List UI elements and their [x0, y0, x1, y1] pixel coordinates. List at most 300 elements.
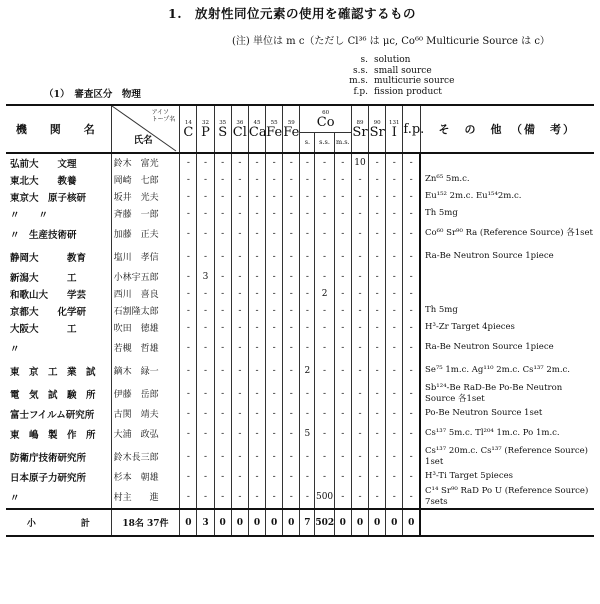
- institution-cell: 東北大 教養: [10, 175, 77, 187]
- remarks-cell: H³-Zr Target 4pieces: [420, 319, 594, 336]
- value-cell: -: [248, 485, 265, 509]
- value-cell: -: [180, 445, 197, 468]
- subtotal-value: 0: [180, 509, 197, 536]
- value-cell: -: [214, 468, 231, 485]
- subtotal-count: 18名 37件: [111, 509, 180, 536]
- header-element: [231, 105, 248, 153]
- value-cell: -: [369, 422, 386, 445]
- value-cell: -: [403, 205, 420, 222]
- person-cell: 伊藤 岳郎: [111, 382, 180, 405]
- value-cell: -: [197, 336, 214, 359]
- value-cell: -: [214, 382, 231, 405]
- value-cell: -: [197, 171, 214, 188]
- value-cell: -: [369, 485, 386, 509]
- value-cell: 2: [300, 359, 315, 382]
- value-cell: 5: [300, 422, 315, 445]
- value-cell: -: [180, 319, 197, 336]
- value-cell: -: [283, 359, 300, 382]
- value-cell: -: [197, 245, 214, 268]
- remarks-cell: Cs¹³⁷ 20m.c. Cs¹³⁷ (Reference Source) 1set: [420, 445, 594, 468]
- value-cell: -: [214, 359, 231, 382]
- value-cell: -: [248, 245, 265, 268]
- value-cell: -: [283, 422, 300, 445]
- value-cell: -: [334, 382, 351, 405]
- value-cell: -: [300, 382, 315, 405]
- value-cell: -: [315, 359, 334, 382]
- value-cell: -: [248, 153, 265, 171]
- value-cell: -: [315, 302, 334, 319]
- subtotal-remarks: [420, 509, 594, 536]
- person-cell: 加藤 正夫: [111, 222, 180, 245]
- value-cell: -: [334, 485, 351, 509]
- value-cell: -: [248, 302, 265, 319]
- value-cell: -: [248, 171, 265, 188]
- value-cell: -: [300, 222, 315, 245]
- element-symbol: f.p.: [403, 121, 425, 137]
- value-cell: -: [231, 268, 248, 285]
- value-cell: -: [197, 445, 214, 468]
- abbreviation-list: [330, 55, 454, 97]
- value-cell: -: [315, 405, 334, 422]
- value-cell: -: [266, 171, 283, 188]
- value-cell: -: [386, 468, 403, 485]
- value-cell: -: [351, 188, 368, 205]
- institution-cell: 東 京 工 業 試: [10, 366, 96, 378]
- value-cell: -: [300, 188, 315, 205]
- remarks-cell: Co⁶⁰ Sr⁹⁰ Ra (Reference Source) 各1set: [420, 222, 594, 245]
- institution-cell: 弘前大 文理: [10, 158, 77, 170]
- remarks-cell: [420, 153, 594, 171]
- value-cell: -: [403, 359, 420, 382]
- value-cell: -: [197, 382, 214, 405]
- value-cell: -: [403, 153, 420, 171]
- institution-cell: 東 嶋 製 作 所: [10, 429, 96, 441]
- value-cell: -: [283, 382, 300, 405]
- value-cell: -: [386, 319, 403, 336]
- remarks-cell: Eu¹⁵² 2m.c. Eu¹⁵⁴2m.c.: [420, 188, 594, 205]
- header-element: [248, 105, 265, 153]
- value-cell: -: [266, 422, 283, 445]
- header-element: [351, 105, 368, 153]
- value-cell: -: [248, 205, 265, 222]
- value-cell: -: [197, 285, 214, 302]
- value-cell: -: [180, 382, 197, 405]
- value-cell: -: [214, 445, 231, 468]
- value-cell: -: [197, 405, 214, 422]
- value-cell: -: [266, 336, 283, 359]
- value-cell: -: [231, 222, 248, 245]
- abbreviation-key: f.p.: [353, 86, 368, 97]
- value-cell: -: [351, 222, 368, 245]
- value-cell: -: [180, 405, 197, 422]
- value-cell: -: [351, 485, 368, 509]
- remarks-cell: H³-Ti Target 5pieces: [420, 468, 594, 485]
- person-cell: 若槻 哲雄: [111, 336, 180, 359]
- subtotal-value: 0: [351, 509, 368, 536]
- value-cell: -: [315, 268, 334, 285]
- value-cell: -: [403, 405, 420, 422]
- element-symbol: Fe: [283, 124, 300, 140]
- table-row: [6, 188, 594, 205]
- value-cell: -: [180, 285, 197, 302]
- value-cell: -: [334, 268, 351, 285]
- subtotal-value: 0: [248, 509, 265, 536]
- value-cell: -: [214, 153, 231, 171]
- value-cell: -: [300, 205, 315, 222]
- value-cell: -: [266, 153, 283, 171]
- value-cell: -: [283, 188, 300, 205]
- value-cell: -: [266, 285, 283, 302]
- abbreviation-key: s.: [360, 55, 368, 65]
- value-cell: -: [231, 205, 248, 222]
- value-cell: -: [334, 285, 351, 302]
- value-cell: -: [231, 302, 248, 319]
- value-cell: -: [248, 359, 265, 382]
- element-symbol: P: [201, 124, 210, 140]
- value-cell: -: [403, 382, 420, 405]
- value-cell: -: [315, 153, 334, 171]
- header-co60-sub: s.: [300, 133, 315, 154]
- value-cell: -: [283, 245, 300, 268]
- table-row: [6, 222, 594, 245]
- value-cell: -: [283, 153, 300, 171]
- value-cell: -: [214, 222, 231, 245]
- person-cell: 吹田 徳雄: [111, 319, 180, 336]
- value-cell: -: [231, 336, 248, 359]
- table-row: [6, 153, 594, 171]
- person-cell: 鏑木 緑一: [111, 359, 180, 382]
- value-cell: -: [315, 188, 334, 205]
- header-element: [386, 105, 403, 153]
- remarks-cell: [420, 285, 594, 302]
- value-cell: -: [180, 245, 197, 268]
- value-cell: -: [197, 188, 214, 205]
- institution-cell: 〃: [10, 343, 20, 355]
- page-heading: 1. 放射性同位元素の使用を確認するもの: [168, 6, 417, 21]
- subtotal-value: 0: [369, 509, 386, 536]
- table-row: [6, 382, 594, 405]
- value-cell: -: [214, 319, 231, 336]
- value-cell: -: [369, 359, 386, 382]
- subtotal-label: 小 計: [6, 509, 111, 536]
- element-symbol: Sr: [352, 124, 368, 140]
- value-cell: -: [315, 245, 334, 268]
- subtotal-value: 3: [197, 509, 214, 536]
- value-cell: -: [214, 268, 231, 285]
- table-row: [6, 336, 594, 359]
- value-cell: -: [369, 153, 386, 171]
- value-cell: -: [386, 245, 403, 268]
- value-cell: -: [315, 382, 334, 405]
- value-cell: -: [386, 188, 403, 205]
- value-cell: -: [266, 188, 283, 205]
- value-cell: -: [180, 485, 197, 509]
- value-cell: -: [351, 422, 368, 445]
- value-cell: -: [231, 485, 248, 509]
- value-cell: -: [248, 188, 265, 205]
- value-cell: -: [300, 336, 315, 359]
- value-cell: -: [386, 205, 403, 222]
- value-cell: -: [369, 245, 386, 268]
- person-cell: 村主 進: [111, 485, 180, 509]
- value-cell: -: [180, 359, 197, 382]
- value-cell: 2: [315, 285, 334, 302]
- value-cell: -: [386, 382, 403, 405]
- value-cell: -: [214, 422, 231, 445]
- header-remarks: そ の 他 （備 考）: [420, 105, 594, 153]
- table-row: [6, 445, 594, 468]
- value-cell: -: [231, 188, 248, 205]
- value-cell: -: [266, 205, 283, 222]
- value-cell: -: [266, 268, 283, 285]
- value-cell: -: [266, 405, 283, 422]
- value-cell: -: [369, 222, 386, 245]
- value-cell: -: [315, 319, 334, 336]
- header-co60: [300, 105, 352, 133]
- value-cell: -: [386, 485, 403, 509]
- value-cell: -: [300, 319, 315, 336]
- value-cell: 500: [315, 485, 334, 509]
- person-cell: 石割隆太郎: [111, 302, 180, 319]
- value-cell: -: [300, 171, 315, 188]
- section-label: （1） 審査区分 物理: [44, 89, 141, 100]
- header-person-diagonal: [111, 105, 180, 153]
- value-cell: -: [403, 422, 420, 445]
- value-cell: -: [369, 302, 386, 319]
- value-cell: -: [180, 153, 197, 171]
- value-cell: -: [248, 268, 265, 285]
- remarks-cell: Th 5mg: [420, 205, 594, 222]
- table-row: [6, 422, 594, 445]
- value-cell: -: [334, 468, 351, 485]
- value-cell: -: [231, 405, 248, 422]
- value-cell: -: [369, 445, 386, 468]
- value-cell: -: [386, 336, 403, 359]
- value-cell: -: [248, 405, 265, 422]
- value-cell: -: [231, 382, 248, 405]
- remarks-cell: Cs¹³⁷ 5m.c. Tl²⁰⁴ 1m.c. Po 1m.c.: [420, 422, 594, 445]
- value-cell: -: [266, 485, 283, 509]
- subtotal-value: 0: [403, 509, 420, 536]
- abbreviation-value: multicurie source: [374, 76, 455, 86]
- value-cell: -: [403, 302, 420, 319]
- element-symbol: Ca: [248, 124, 267, 140]
- value-cell: -: [214, 485, 231, 509]
- value-cell: 3: [197, 268, 214, 285]
- value-cell: -: [248, 336, 265, 359]
- value-cell: -: [386, 445, 403, 468]
- value-cell: -: [248, 468, 265, 485]
- institution-cell: 〃 〃: [10, 209, 49, 221]
- element-mass: 45: [253, 119, 261, 126]
- value-cell: -: [197, 468, 214, 485]
- value-cell: -: [214, 336, 231, 359]
- remarks-cell: Sb¹²⁴-Be RaD-Be Po-Be Neutron Source 各1set: [420, 382, 594, 405]
- value-cell: -: [351, 268, 368, 285]
- value-cell: -: [300, 468, 315, 485]
- value-cell: -: [197, 319, 214, 336]
- element-mass: 131: [389, 119, 400, 126]
- header-institution: 機 関 名: [6, 105, 111, 153]
- value-cell: -: [197, 153, 214, 171]
- person-cell: 鈴木長三郎: [111, 445, 180, 468]
- value-cell: -: [283, 405, 300, 422]
- person-cell: 古関 靖夫: [111, 405, 180, 422]
- table-row: [6, 205, 594, 222]
- value-cell: -: [334, 302, 351, 319]
- abbreviation-row: [330, 76, 454, 87]
- header-co60-sub: s.s.: [315, 133, 334, 154]
- remarks-cell: Th 5mg: [420, 302, 594, 319]
- value-cell: -: [214, 405, 231, 422]
- header-person-name: 氏名: [133, 135, 153, 146]
- abbreviation-row: [330, 87, 454, 98]
- value-cell: -: [283, 285, 300, 302]
- abbreviation-row: [330, 66, 454, 77]
- value-cell: -: [369, 205, 386, 222]
- institution-cell: 新潟大 工: [10, 272, 77, 284]
- subtotal-value: 0: [266, 509, 283, 536]
- value-cell: -: [231, 245, 248, 268]
- institution-cell: 東京大 原子核研: [10, 192, 87, 204]
- value-cell: -: [334, 171, 351, 188]
- value-cell: -: [403, 188, 420, 205]
- header-element: [403, 105, 425, 153]
- subtotal-value: 0: [386, 509, 403, 536]
- person-cell: 岡崎 七郎: [111, 171, 180, 188]
- institution-cell: 〃: [10, 492, 20, 504]
- element-mass: 35: [219, 119, 227, 126]
- value-cell: -: [300, 153, 315, 171]
- element-mass: 14: [184, 119, 192, 126]
- value-cell: -: [334, 153, 351, 171]
- value-cell: -: [351, 171, 368, 188]
- value-cell: -: [334, 422, 351, 445]
- person-cell: 鈴木 富光: [111, 153, 180, 171]
- table-row: [6, 285, 594, 302]
- table-row: [6, 302, 594, 319]
- value-cell: -: [386, 302, 403, 319]
- element-mass: 59: [287, 119, 295, 126]
- value-cell: -: [283, 222, 300, 245]
- value-cell: -: [214, 188, 231, 205]
- subtotal-row: [6, 509, 594, 536]
- value-cell: -: [180, 205, 197, 222]
- header-element: [180, 105, 197, 153]
- value-cell: -: [231, 359, 248, 382]
- value-cell: -: [266, 445, 283, 468]
- value-cell: -: [283, 468, 300, 485]
- value-cell: -: [300, 405, 315, 422]
- header-element: [214, 105, 231, 153]
- header-element: [197, 105, 214, 153]
- value-cell: -: [283, 171, 300, 188]
- person-cell: 杉本 朝雄: [111, 468, 180, 485]
- table-row: [6, 268, 594, 285]
- value-cell: -: [180, 222, 197, 245]
- value-cell: -: [386, 422, 403, 445]
- header-co60-sub: m.s.: [334, 133, 351, 154]
- value-cell: -: [231, 319, 248, 336]
- subtotal-value: 502: [315, 509, 334, 536]
- remarks-cell: Zn⁶⁵ 5m.c.: [420, 171, 594, 188]
- value-cell: -: [315, 422, 334, 445]
- value-cell: -: [403, 268, 420, 285]
- institution-cell: 静岡大 教育: [10, 252, 87, 264]
- value-cell: -: [283, 445, 300, 468]
- value-cell: -: [197, 422, 214, 445]
- element-symbol: Co: [316, 114, 335, 130]
- value-cell: -: [180, 336, 197, 359]
- value-cell: -: [369, 382, 386, 405]
- remarks-cell: Se⁷⁵ 1m.c. Ag¹¹⁰ 2m.c. Cs¹³⁷ 2m.c.: [420, 359, 594, 382]
- value-cell: -: [369, 468, 386, 485]
- value-cell: -: [403, 336, 420, 359]
- institution-cell: 京都大 化学研: [10, 306, 87, 318]
- institution-cell: 〃 生産技術研: [10, 229, 77, 241]
- abbreviation-value: small source: [374, 65, 432, 76]
- value-cell: -: [351, 359, 368, 382]
- value-cell: -: [403, 285, 420, 302]
- value-cell: -: [300, 285, 315, 302]
- value-cell: -: [266, 245, 283, 268]
- subtotal-value: 0: [283, 509, 300, 536]
- table-row: [6, 405, 594, 422]
- abbreviation-value: solution: [374, 55, 411, 65]
- value-cell: -: [369, 336, 386, 359]
- value-cell: -: [283, 302, 300, 319]
- value-cell: -: [334, 405, 351, 422]
- value-cell: -: [283, 268, 300, 285]
- element-mass: 32: [202, 119, 210, 126]
- table-row: [6, 468, 594, 485]
- value-cell: -: [231, 285, 248, 302]
- value-cell: -: [315, 336, 334, 359]
- value-cell: -: [403, 222, 420, 245]
- value-cell: -: [351, 336, 368, 359]
- value-cell: -: [248, 222, 265, 245]
- value-cell: -: [180, 171, 197, 188]
- value-cell: -: [351, 405, 368, 422]
- element-mass: 90: [373, 119, 381, 126]
- person-cell: 西川 喜良: [111, 285, 180, 302]
- value-cell: -: [351, 382, 368, 405]
- abbreviation-value: fission product: [374, 86, 442, 97]
- value-cell: -: [369, 319, 386, 336]
- element-symbol: C: [183, 124, 194, 140]
- value-cell: -: [386, 222, 403, 245]
- value-cell: -: [248, 382, 265, 405]
- value-cell: -: [386, 171, 403, 188]
- value-cell: -: [369, 405, 386, 422]
- value-cell: -: [369, 188, 386, 205]
- abbreviation-key: m.s.: [349, 76, 368, 86]
- subtotal-value: 0: [214, 509, 231, 536]
- table-row: [6, 485, 594, 509]
- value-cell: -: [403, 445, 420, 468]
- value-cell: -: [315, 222, 334, 245]
- value-cell: -: [334, 205, 351, 222]
- value-cell: -: [214, 302, 231, 319]
- value-cell: -: [231, 171, 248, 188]
- institution-cell: 防衛庁技術研究所: [10, 452, 87, 464]
- abbreviation-key: s.s.: [353, 65, 368, 76]
- value-cell: -: [214, 171, 231, 188]
- value-cell: -: [369, 268, 386, 285]
- value-cell: -: [231, 468, 248, 485]
- value-cell: -: [403, 245, 420, 268]
- value-cell: -: [300, 245, 315, 268]
